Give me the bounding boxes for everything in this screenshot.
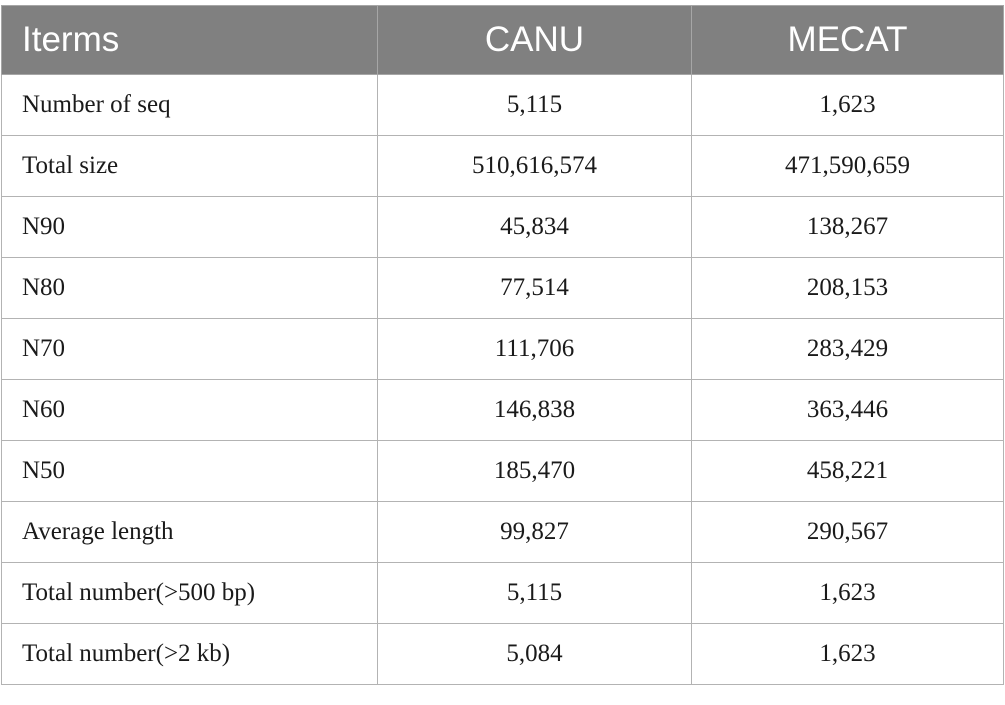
mecat-value: 138,267 (692, 197, 1004, 258)
mecat-value: 458,221 (692, 441, 1004, 502)
canu-value: 45,834 (378, 197, 692, 258)
row-label: N90 (2, 197, 378, 258)
canu-value: 185,470 (378, 441, 692, 502)
mecat-value: 283,429 (692, 319, 1004, 380)
table-header (2, 6, 1004, 75)
table-row (2, 197, 1004, 258)
row-label: N60 (2, 380, 378, 441)
table-row (2, 441, 1004, 502)
canu-value: 111,706 (378, 319, 692, 380)
header-canu: CANU (378, 6, 692, 75)
mecat-value: 363,446 (692, 380, 1004, 441)
canu-value: 510,616,574 (378, 136, 692, 197)
mecat-value: 290,567 (692, 502, 1004, 563)
canu-value: 146,838 (378, 380, 692, 441)
row-label: Number of seq (2, 75, 378, 136)
table-row (2, 136, 1004, 197)
row-label: Total size (2, 136, 378, 197)
header-mecat: MECAT (692, 6, 1004, 75)
row-label: Total number(>500 bp) (2, 563, 378, 624)
mecat-value: 1,623 (692, 563, 1004, 624)
mecat-value: 471,590,659 (692, 136, 1004, 197)
table-row (2, 319, 1004, 380)
canu-value: 5,115 (378, 75, 692, 136)
row-label: N80 (2, 258, 378, 319)
mecat-value: 1,623 (692, 624, 1004, 685)
assembly-stats-table (1, 5, 1004, 685)
mecat-value: 1,623 (692, 75, 1004, 136)
table-row (2, 563, 1004, 624)
header-row (2, 6, 1004, 75)
table-row (2, 624, 1004, 685)
canu-value: 77,514 (378, 258, 692, 319)
canu-value: 5,115 (378, 563, 692, 624)
canu-value: 99,827 (378, 502, 692, 563)
table-body (2, 75, 1004, 685)
mecat-value: 208,153 (692, 258, 1004, 319)
table-row (2, 258, 1004, 319)
row-label: N70 (2, 319, 378, 380)
row-label: Average length (2, 502, 378, 563)
table-row (2, 380, 1004, 441)
header-items: Iterms (2, 6, 378, 75)
row-label: N50 (2, 441, 378, 502)
table-row (2, 502, 1004, 563)
row-label: Total number(>2 kb) (2, 624, 378, 685)
canu-value: 5,084 (378, 624, 692, 685)
table-row (2, 75, 1004, 136)
